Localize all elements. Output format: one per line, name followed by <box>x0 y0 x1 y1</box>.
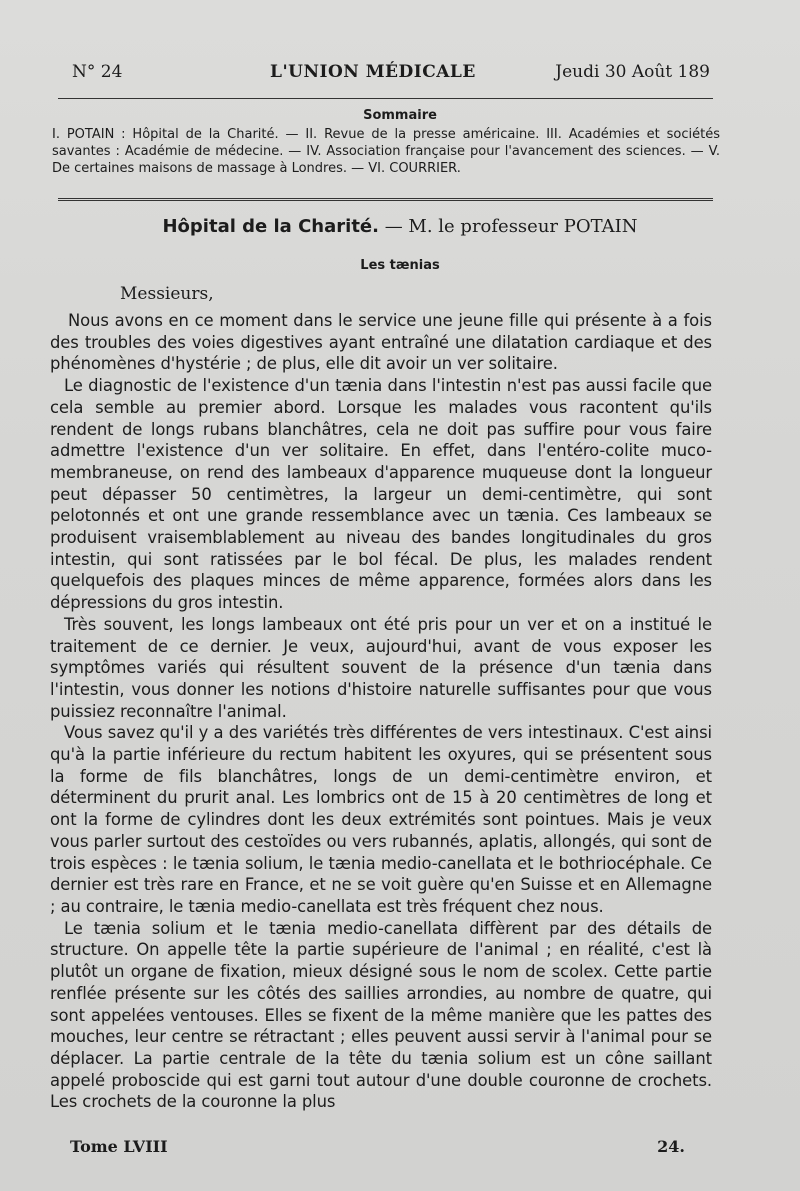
article-title-hospital: Hôpital de la Charité. <box>162 216 379 237</box>
header-rule <box>58 98 713 99</box>
article-title-author: — M. le professeur POTAIN <box>378 216 638 237</box>
issue-date: Jeudi 30 Août 189 <box>555 62 710 82</box>
paragraph: Vous savez qu'il y a des variétés très différentes de vers intestinaux. C'est ainsi qu'à la partie inférieure du rectum habitent les oxyures, qui se présentent sous la forme de fils blanchâtres, longs de un demi-centimètre environ, et déterminent du prurit anal. Les lombrics ont de 15 à 20 centimètres de long et ont la forme de cylindres dont les deux extrémités sont pointues. Mais je veux vous parler surtout des cestoïdes ou vers rubannés, aplatis, allongés, qui sont de trois espèces : le tænia solium, le tænia medio-canellata et le bothriocéphale. Ce dernier est très rare en France, et ne se voit guère qu'en Suisse et en Allemagne ; au contraire, le tænia medio-canellata est très fréquent chez nous. <box>50 723 712 916</box>
summary-title: Sommaire <box>363 108 437 123</box>
article-body <box>50 310 712 1113</box>
summary-rule <box>58 198 713 201</box>
page-number: 24. <box>657 1137 685 1156</box>
issue-number: N° 24 <box>72 62 123 82</box>
paragraph: Le tænia solium et le tænia medio-canellata diffèrent par des détails de structure. On appelle tête la partie supérieure de l'animal ; en réalité, c'est là plutôt un organe de fixation, mieux désigné sous le nom de scolex. Cette partie renflée présente sur les côtés des saillies arrondies, au nombre de quatre, qui sont appelées ventouses. Elles se fixent de la même manière que les pattes des mouches, leur centre se rétractant ; elles peuvent aussi servir à l'animal pour se déplacer. La partie centrale de la tête du tænia solium est un cône saillant appelé proboscide qui est garni tout autour d'une double couronne de crochets. Les crochets de la couronne la plus <box>50 918 712 1112</box>
volume-label: Tome LVIII <box>70 1137 168 1156</box>
paragraph: Très souvent, les longs lambeaux ont été pris pour un ver et on a institué le traitement de ce dernier. Je veux, aujourd'hui, avant de vous exposer les symptômes variés qui résultent souvent de la présence d'un tænia dans l'intestin, vous donner les notions d'histoire naturelle suffisantes pour que vous puissiez reconnaître l'animal. <box>50 614 712 721</box>
page-footer <box>70 1137 685 1161</box>
summary-text: I. POTAIN : Hôpital de la Charité. — II. Revue de la presse américaine. III. Académies et sociétés savantes : Académie de médecine. — IV. Association française pour l'avancement des sciences. — V. De certaines maisons de massage à Londres. — VI. COURRIER. <box>52 127 720 176</box>
article-title <box>0 216 800 237</box>
paragraph: Nous avons en ce moment dans le service une jeune fille qui présente à a fois des troubles des voies digestives ayant entraîné une dilatation cardiaque et des phénomènes d'hystérie ; de plus, elle dit avoir un ver solitaire. <box>50 311 712 374</box>
page-header <box>60 62 710 92</box>
salutation: Messieurs, <box>120 284 214 304</box>
section-title: Les tænias <box>360 258 440 273</box>
journal-title: L'UNION MÉDICALE <box>270 62 476 82</box>
paragraph: Le diagnostic de l'existence d'un tænia dans l'intestin n'est pas aussi facile que cela semble au premier abord. Lorsque les malades vous racontent qu'ils rendent de longs rubans blanchâtres, cela ne doit pas suffire pour vous faire admettre l'existence d'un ver solitaire. En effet, dans l'entéro-colite muco-membraneuse, on rend des lambeaux d'apparence muqueuse dont la longueur peut dépasser 50 centimètres, la largeur un demi-centimètre, qui sont pelotonnés et ont une grande ressemblance avec un tænia. Ces lambeaux se produisent vraisemblablement au niveau des bandes longitudinales du gros intestin, qui sont ratissées par le bol fécal. De plus, les malades rendent quelquefois des plaques minces de même apparence, formées alors dans les dépressions du gros intestin. <box>50 376 712 613</box>
